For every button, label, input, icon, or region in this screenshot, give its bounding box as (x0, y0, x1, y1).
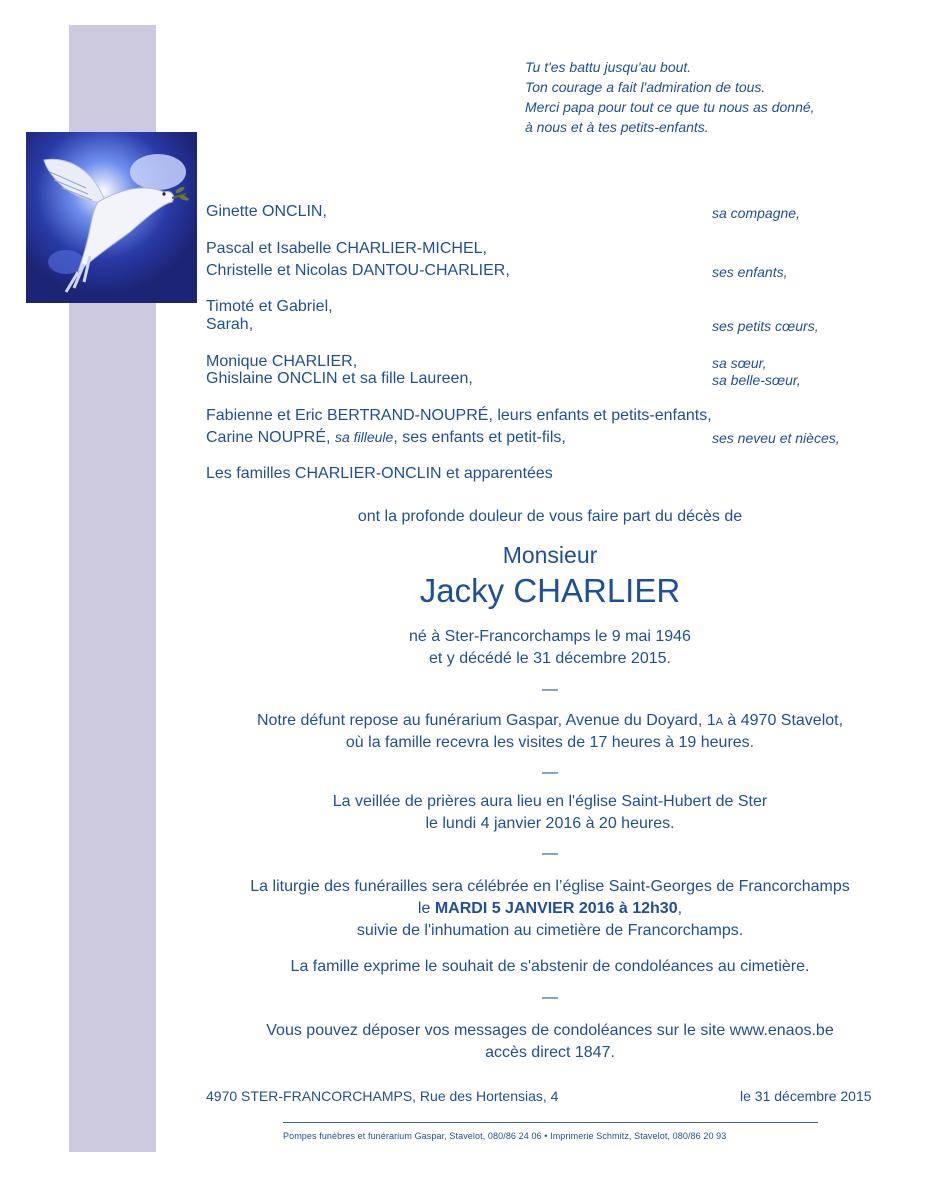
poem-line: Merci papa pour tout ce que tu nous as donné, (525, 99, 815, 115)
poem-line: Tu t'es battu jusqu'au bout. (525, 59, 692, 75)
condolence-wish: La famille exprime le souhait de s'abstenir de condoléances au cimetière. (290, 958, 810, 975)
notice-date: le 31 décembre 2015 (740, 1088, 872, 1104)
vigil-line-1: La veillée de prières aura lieu en l'église Saint-Hubert de Ster (332, 793, 768, 810)
vigil-line-2: le lundi 4 janvier 2016 à 20 heures. (425, 815, 675, 832)
goddaughter-name: Carine NOUPRÉ, (206, 429, 331, 446)
nephews-relation: ses neveu et nièces, (712, 430, 840, 446)
funerarium-town: à 4970 Stavelot, (722, 712, 844, 729)
separator: — (542, 681, 558, 698)
companion-relation: sa compagne, (712, 205, 800, 221)
nephews-line-2 (206, 428, 566, 447)
deceased-title: Monsieur (502, 542, 598, 568)
liturgy-line-1: La liturgie des funérailles sera célébrée en l’église Saint-Georges de Francorchamps (250, 878, 850, 895)
companion-name: Ginette ONCLIN, (206, 203, 327, 220)
death-line: et y décédé le 31 décembre 2015. (429, 650, 671, 667)
funerarium-text: Notre défunt repose au funérarium Gaspar, Avenue du Doyard, 1 (256, 712, 716, 729)
liturgy-line-3: suivie de l'inhumation au cimetière de Francorchamps. (356, 922, 744, 939)
online-line-1: Vous pouvez déposer vos messages de condoléances sur le site www.enaos.be (266, 1022, 834, 1039)
sister-relation: sa sœur, (712, 355, 767, 371)
goddaughter-role: sa filleule (334, 429, 394, 445)
sister-in-law-name: Ghislaine ONCLIN et sa fille Laureen, (206, 370, 473, 387)
grandchildren-relation: ses petits cœurs, (712, 318, 819, 334)
sister-in-law-relation: sa belle-sœur, (712, 372, 801, 388)
children-line-1: Pascal et Isabelle CHARLIER-MICHEL, (206, 240, 487, 257)
separator: — (542, 764, 558, 781)
goddaughter-rest: , ses enfants et petit-fils, (393, 429, 566, 446)
liturgy-comma: , (677, 900, 683, 917)
liturgy-line-2 (170, 898, 930, 920)
poem (525, 57, 815, 137)
children-line-2: Christelle et Nicolas DANTOU-CHARLIER, (206, 262, 510, 279)
announcement: ont la profonde douleur de vous faire part du décès de (357, 508, 743, 525)
dove-icon (26, 132, 197, 303)
funerarium-suffix: A (715, 716, 723, 728)
liturgy-datetime: MARDI 5 JANVIER 2016 à 12h30 (434, 900, 678, 917)
children-relation: ses enfants, (712, 264, 788, 280)
sister-name: Monique CHARLIER, (206, 353, 358, 370)
poem-line: Ton courage a fait l'admiration de tous. (525, 79, 766, 95)
deceased-name: Jacky CHARLIER (419, 572, 681, 609)
dove-image (26, 132, 197, 303)
funerarium-line-1 (170, 710, 930, 733)
home-address: 4970 STER-FRANCORCHAMPS, Rue des Hortensias, 4 (206, 1088, 559, 1104)
separator: — (542, 845, 558, 862)
separator: — (542, 989, 558, 1006)
liturgy-prefix: le (417, 900, 435, 917)
printer-credits: Pompes funèbres et funérarium Gaspar, Stavelot, 080/86 24 06 • Imprimerie Schmitz, Stavelot, 080/86 20 93 (283, 1131, 727, 1141)
birth-line: né à Ster-Francorchamps le 9 mai 1946 (409, 628, 691, 645)
funerarium-line-2: où la famille recevra les visites de 17 heures à 19 heures. (345, 734, 755, 751)
online-line-2: accès direct 1847. (485, 1044, 615, 1061)
grandchildren-line-2: Sarah, (206, 316, 254, 333)
nephews-line-1: Fabienne et Eric BERTRAND-NOUPRÉ, leurs enfants et petits-enfants, (206, 407, 712, 424)
poem-line: à nous et à tes petits-enfants. (525, 119, 709, 135)
footer-divider (283, 1122, 818, 1123)
families-line: Les familles CHARLIER-ONCLIN et apparentées (206, 465, 553, 482)
grandchildren-line-1: Timoté et Gabriel, (206, 298, 333, 315)
